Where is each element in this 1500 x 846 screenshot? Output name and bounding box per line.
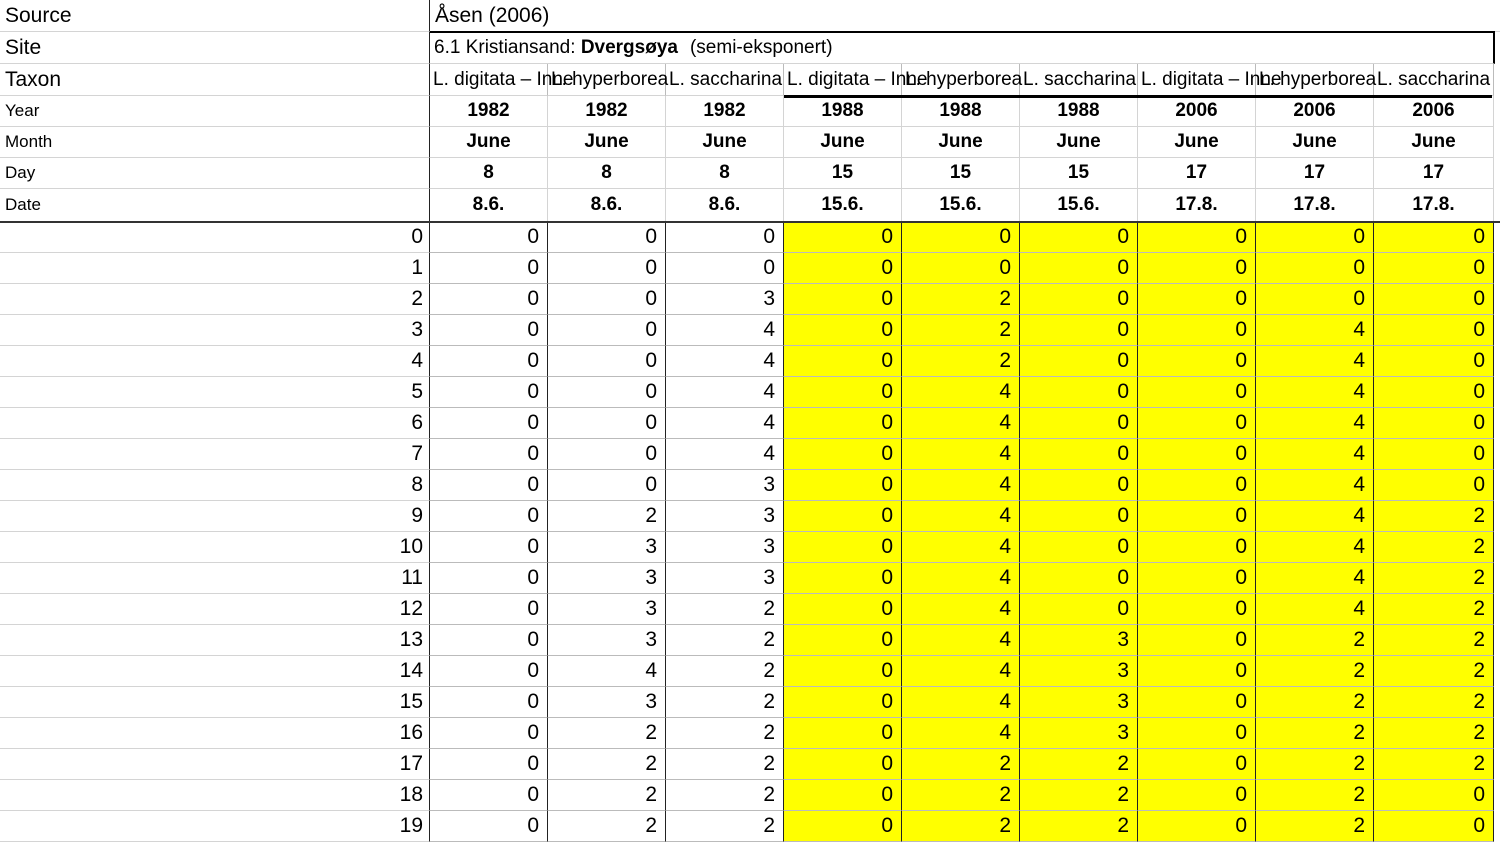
col-8-date-cell[interactable]: 17.8.: [1256, 189, 1374, 222]
table-cell[interactable]: 3: [1020, 687, 1138, 718]
table-cell[interactable]: 0: [548, 377, 666, 408]
table-cell[interactable]: 0: [784, 284, 902, 315]
header-group-underline: [1256, 95, 1492, 98]
col-4-taxon-cell[interactable]: L. digitata – Inne: [784, 64, 902, 96]
table-cell[interactable]: 2: [902, 749, 1020, 780]
col-4-date-cell[interactable]: 15.6.: [784, 189, 902, 222]
table-cell[interactable]: 0: [784, 470, 902, 501]
table-cell[interactable]: 0: [548, 253, 666, 284]
table-cell[interactable]: 0: [1374, 377, 1494, 408]
table-cell[interactable]: 0: [1374, 346, 1494, 377]
table-cell[interactable]: 0: [902, 253, 1020, 284]
col-7-taxon-cell[interactable]: L. digitata – Inne: [1138, 64, 1256, 96]
table-cell[interactable]: 2: [548, 780, 666, 811]
table-cell[interactable]: 3: [666, 470, 784, 501]
col-5-month-cell[interactable]: June: [902, 127, 1020, 158]
site-prefix: 6.1 Kristiansand:: [434, 37, 576, 58]
table-cell[interactable]: 2: [1256, 811, 1374, 842]
table-cell[interactable]: 2: [666, 811, 784, 842]
table-cell[interactable]: 3: [548, 687, 666, 718]
col-1-taxon-cell[interactable]: L. digitata – Inne: [430, 64, 548, 96]
table-cell[interactable]: 4: [1256, 594, 1374, 625]
header-group-underline: [1020, 95, 1256, 98]
table-cell[interactable]: 0: [784, 253, 902, 284]
table-cell[interactable]: 0: [1020, 501, 1138, 532]
table-cell[interactable]: 2: [666, 749, 784, 780]
table-cell[interactable]: 4: [902, 408, 1020, 439]
table-cell[interactable]: 2: [1256, 749, 1374, 780]
table-cell[interactable]: 4: [902, 687, 1020, 718]
table-cell[interactable]: 2: [1374, 625, 1494, 656]
site-note: (semi-eksponert): [689, 37, 833, 58]
table-cell[interactable]: 2: [666, 687, 784, 718]
table-cell[interactable]: 2: [902, 780, 1020, 811]
table-cell[interactable]: 0: [1020, 253, 1138, 284]
depth-label[interactable]: 5: [0, 377, 430, 408]
depth-label[interactable]: 12: [0, 594, 430, 625]
col-6-date-cell[interactable]: 15.6.: [1020, 189, 1138, 222]
col-7-month-cell[interactable]: June: [1138, 127, 1256, 158]
site-value[interactable]: [430, 31, 1495, 64]
table-cell[interactable]: 0: [548, 315, 666, 346]
col-1-month-cell[interactable]: June: [430, 127, 548, 158]
table-cell[interactable]: 0: [548, 284, 666, 315]
table-cell[interactable]: 0: [1138, 222, 1256, 253]
table-cell[interactable]: 0: [1138, 346, 1256, 377]
table-cell[interactable]: 0: [784, 439, 902, 470]
col-1-day-cell[interactable]: 8: [430, 158, 548, 189]
table-cell[interactable]: 4: [666, 377, 784, 408]
table-cell[interactable]: 2: [548, 501, 666, 532]
table-cell[interactable]: 4: [1256, 315, 1374, 346]
col-5-date-cell[interactable]: 15.6.: [902, 189, 1020, 222]
table-cell[interactable]: 4: [1256, 377, 1374, 408]
col-9-taxon-cell[interactable]: L. saccharina: [1374, 64, 1494, 96]
table-cell[interactable]: 3: [1020, 625, 1138, 656]
table-cell[interactable]: 0: [430, 780, 548, 811]
table-cell[interactable]: 2: [1374, 594, 1494, 625]
table-cell[interactable]: 3: [666, 284, 784, 315]
col-3-date-cell[interactable]: 8.6.: [666, 189, 784, 222]
table-cell[interactable]: 0: [430, 470, 548, 501]
depth-label[interactable]: 17: [0, 749, 430, 780]
depth-label[interactable]: 10: [0, 532, 430, 563]
table-cell[interactable]: 0: [548, 439, 666, 470]
col-6-taxon-cell[interactable]: L. saccharina: [1020, 64, 1138, 96]
table-cell[interactable]: 0: [902, 222, 1020, 253]
table-cell[interactable]: 4: [902, 532, 1020, 563]
table-cell[interactable]: 0: [1374, 470, 1494, 501]
table-cell[interactable]: 2: [1256, 780, 1374, 811]
table-cell[interactable]: 0: [784, 687, 902, 718]
table-cell[interactable]: 2: [1256, 656, 1374, 687]
depth-label[interactable]: 19: [0, 811, 430, 842]
table-cell[interactable]: 3: [1020, 656, 1138, 687]
table-cell[interactable]: 4: [902, 377, 1020, 408]
table-cell[interactable]: 0: [1374, 811, 1494, 842]
table-cell[interactable]: 4: [902, 563, 1020, 594]
table-cell[interactable]: 0: [430, 594, 548, 625]
table-cell[interactable]: 0: [430, 687, 548, 718]
col-8-year-cell[interactable]: 2006: [1256, 96, 1374, 127]
table-cell[interactable]: 0: [1374, 780, 1494, 811]
table-cell[interactable]: 0: [784, 594, 902, 625]
table-cell[interactable]: 0: [1138, 687, 1256, 718]
table-cell[interactable]: 0: [1374, 284, 1494, 315]
date-label[interactable]: Date: [0, 189, 430, 222]
table-cell[interactable]: 4: [1256, 346, 1374, 377]
depth-label[interactable]: 4: [0, 346, 430, 377]
day-label[interactable]: Day: [0, 158, 430, 189]
table-cell[interactable]: 0: [430, 563, 548, 594]
table-cell[interactable]: 0: [1020, 594, 1138, 625]
table-cell[interactable]: 0: [430, 811, 548, 842]
table-cell[interactable]: 0: [784, 346, 902, 377]
table-cell[interactable]: 3: [666, 501, 784, 532]
table-cell[interactable]: 0: [784, 315, 902, 346]
col-9-year-cell[interactable]: 2006: [1374, 96, 1494, 127]
table-cell[interactable]: 2: [902, 811, 1020, 842]
table-cell[interactable]: 3: [666, 532, 784, 563]
depth-label[interactable]: 11: [0, 563, 430, 594]
table-cell[interactable]: 0: [1020, 346, 1138, 377]
table-cell[interactable]: 0: [1138, 780, 1256, 811]
table-cell[interactable]: 3: [548, 532, 666, 563]
table-cell[interactable]: 2: [666, 625, 784, 656]
table-cell[interactable]: 0: [548, 408, 666, 439]
source-value[interactable]: Åsen (2006): [430, 0, 1500, 32]
table-cell[interactable]: 4: [666, 408, 784, 439]
table-cell[interactable]: 4: [666, 346, 784, 377]
col-4-day-cell[interactable]: 15: [784, 158, 902, 189]
table-cell[interactable]: 0: [1138, 470, 1256, 501]
table-cell[interactable]: 0: [548, 470, 666, 501]
table-cell[interactable]: 0: [1138, 718, 1256, 749]
table-cell[interactable]: 0: [1020, 284, 1138, 315]
table-cell[interactable]: 0: [1138, 315, 1256, 346]
depth-label[interactable]: 18: [0, 780, 430, 811]
table-cell[interactable]: 0: [430, 749, 548, 780]
col-2-month-cell[interactable]: June: [548, 127, 666, 158]
table-cell[interactable]: 0: [784, 749, 902, 780]
table-cell[interactable]: 2: [1256, 687, 1374, 718]
table-cell[interactable]: 0: [784, 625, 902, 656]
table-cell[interactable]: 4: [1256, 439, 1374, 470]
col-8-taxon-cell[interactable]: L. hyperborea: [1256, 64, 1374, 96]
table-cell[interactable]: 2: [548, 718, 666, 749]
col-7-day-cell[interactable]: 17: [1138, 158, 1256, 189]
table-cell[interactable]: 0: [1138, 749, 1256, 780]
table-cell[interactable]: 4: [902, 718, 1020, 749]
table-cell[interactable]: 0: [784, 563, 902, 594]
table-cell[interactable]: 2: [1374, 563, 1494, 594]
table-cell[interactable]: 2: [1374, 718, 1494, 749]
table-cell[interactable]: 2: [902, 346, 1020, 377]
table-cell[interactable]: 0: [430, 253, 548, 284]
table-cell[interactable]: 0: [1020, 315, 1138, 346]
depth-label[interactable]: 0: [0, 222, 430, 253]
col-5-day-cell[interactable]: 15: [902, 158, 1020, 189]
table-cell[interactable]: 0: [1138, 563, 1256, 594]
cut-off-cell-glyph: [1494, 0, 1500, 32]
table-cell[interactable]: 2: [666, 594, 784, 625]
table-cell[interactable]: 2: [1374, 749, 1494, 780]
table-cell[interactable]: 0: [548, 346, 666, 377]
col-1-date-cell[interactable]: 8.6.: [430, 189, 548, 222]
table-cell[interactable]: 0: [666, 222, 784, 253]
table-cell[interactable]: 0: [1138, 377, 1256, 408]
col-3-month-cell[interactable]: June: [666, 127, 784, 158]
table-cell[interactable]: 0: [784, 656, 902, 687]
col-5-year-cell[interactable]: 1988: [902, 96, 1020, 127]
table-cell[interactable]: 0: [430, 315, 548, 346]
table-cell[interactable]: 0: [1138, 594, 1256, 625]
table-cell[interactable]: 3: [1020, 718, 1138, 749]
table-cell[interactable]: 0: [1374, 315, 1494, 346]
year-label[interactable]: Year: [0, 96, 430, 127]
table-cell[interactable]: 0: [430, 222, 548, 253]
depth-label[interactable]: 2: [0, 284, 430, 315]
table-cell[interactable]: 0: [430, 439, 548, 470]
table-cell[interactable]: 0: [1374, 408, 1494, 439]
depth-label[interactable]: 13: [0, 625, 430, 656]
table-cell[interactable]: 3: [548, 594, 666, 625]
table-cell[interactable]: 4: [902, 501, 1020, 532]
table-cell[interactable]: 2: [1374, 501, 1494, 532]
table-cell[interactable]: 0: [1138, 501, 1256, 532]
table-cell[interactable]: 0: [1020, 563, 1138, 594]
table-cell[interactable]: 0: [1138, 532, 1256, 563]
site-place: Dvergsøya: [580, 37, 678, 58]
header-separator: [0, 221, 1500, 223]
table-cell[interactable]: 4: [902, 470, 1020, 501]
table-cell[interactable]: 4: [902, 656, 1020, 687]
col-6-day-cell[interactable]: 15: [1020, 158, 1138, 189]
table-cell[interactable]: 2: [902, 284, 1020, 315]
table-cell[interactable]: 0: [1374, 253, 1494, 284]
table-cell[interactable]: 3: [548, 563, 666, 594]
col-3-year-cell[interactable]: 1982: [666, 96, 784, 127]
table-cell[interactable]: 0: [1020, 377, 1138, 408]
table-cell[interactable]: 0: [1138, 625, 1256, 656]
depth-label[interactable]: 9: [0, 501, 430, 532]
table-cell[interactable]: 0: [1256, 222, 1374, 253]
table-cell[interactable]: 0: [784, 501, 902, 532]
table-cell[interactable]: 2: [902, 315, 1020, 346]
table-cell[interactable]: 0: [666, 253, 784, 284]
table-cell[interactable]: 2: [1020, 749, 1138, 780]
table-cell[interactable]: 0: [430, 532, 548, 563]
table-cell[interactable]: 4: [548, 656, 666, 687]
col-5-taxon-cell[interactable]: L. hyperborea: [902, 64, 1020, 96]
col-6-month-cell[interactable]: June: [1020, 127, 1138, 158]
table-cell[interactable]: 0: [784, 222, 902, 253]
table-cell[interactable]: 2: [1374, 687, 1494, 718]
table-cell[interactable]: 0: [430, 346, 548, 377]
table-cell[interactable]: 0: [784, 532, 902, 563]
col-3-day-cell[interactable]: 8: [666, 158, 784, 189]
depth-label[interactable]: 7: [0, 439, 430, 470]
table-cell[interactable]: 0: [1138, 284, 1256, 315]
col-2-date-cell[interactable]: 8.6.: [548, 189, 666, 222]
source-label[interactable]: Source: [0, 0, 430, 32]
table-cell[interactable]: 2: [1020, 780, 1138, 811]
table-cell[interactable]: 0: [430, 625, 548, 656]
table-cell[interactable]: 2: [666, 780, 784, 811]
col-9-day-cell[interactable]: 17: [1374, 158, 1494, 189]
site-label[interactable]: Site: [0, 32, 430, 64]
table-cell[interactable]: 0: [784, 718, 902, 749]
depth-label[interactable]: 6: [0, 408, 430, 439]
table-cell[interactable]: 2: [1256, 625, 1374, 656]
table-cell[interactable]: 0: [1138, 811, 1256, 842]
table-cell[interactable]: 0: [1374, 222, 1494, 253]
depth-label[interactable]: 15: [0, 687, 430, 718]
taxon-label[interactable]: Taxon: [0, 64, 430, 96]
col-2-taxon-cell[interactable]: L. hyperborea: [548, 64, 666, 96]
col-2-day-cell[interactable]: 8: [548, 158, 666, 189]
table-cell[interactable]: 4: [666, 439, 784, 470]
table-cell[interactable]: 0: [784, 377, 902, 408]
depth-label[interactable]: 14: [0, 656, 430, 687]
table-cell[interactable]: 4: [902, 625, 1020, 656]
table-cell[interactable]: 0: [1256, 284, 1374, 315]
table-cell[interactable]: 0: [1256, 253, 1374, 284]
table-cell[interactable]: 0: [1020, 408, 1138, 439]
table-cell[interactable]: 0: [1374, 439, 1494, 470]
col-7-date-cell[interactable]: 17.8.: [1138, 189, 1256, 222]
table-cell[interactable]: 0: [1138, 408, 1256, 439]
table-cell[interactable]: 4: [666, 315, 784, 346]
table-cell[interactable]: 4: [902, 594, 1020, 625]
table-cell[interactable]: 0: [1020, 222, 1138, 253]
table-cell[interactable]: 0: [1138, 253, 1256, 284]
table-cell[interactable]: 0: [430, 718, 548, 749]
table-cell[interactable]: 0: [1020, 532, 1138, 563]
table-cell[interactable]: 3: [548, 625, 666, 656]
table-cell[interactable]: 4: [1256, 532, 1374, 563]
depth-label[interactable]: 16: [0, 718, 430, 749]
depth-label[interactable]: 3: [0, 315, 430, 346]
table-cell[interactable]: 0: [1020, 439, 1138, 470]
table-cell[interactable]: 0: [1138, 656, 1256, 687]
table-cell[interactable]: 0: [784, 408, 902, 439]
table-cell[interactable]: 0: [1020, 470, 1138, 501]
col-8-day-cell[interactable]: 17: [1256, 158, 1374, 189]
table-cell[interactable]: 2: [1374, 532, 1494, 563]
table-cell[interactable]: 0: [548, 222, 666, 253]
table-cell[interactable]: 4: [1256, 470, 1374, 501]
table-cell[interactable]: 0: [430, 501, 548, 532]
table-cell[interactable]: 2: [1256, 718, 1374, 749]
table-cell[interactable]: 2: [548, 811, 666, 842]
table-cell[interactable]: 2: [666, 656, 784, 687]
table-cell[interactable]: 0: [784, 780, 902, 811]
table-cell[interactable]: 0: [430, 377, 548, 408]
col-6-year-cell[interactable]: 1988: [1020, 96, 1138, 127]
table-cell[interactable]: 0: [784, 811, 902, 842]
table-cell[interactable]: 2: [548, 749, 666, 780]
col-1-year-cell[interactable]: 1982: [430, 96, 548, 127]
col-4-month-cell[interactable]: June: [784, 127, 902, 158]
col-2-year-cell[interactable]: 1982: [548, 96, 666, 127]
table-cell[interactable]: 0: [430, 408, 548, 439]
table-cell[interactable]: 4: [1256, 408, 1374, 439]
col-3-taxon-cell[interactable]: L. saccharina: [666, 64, 784, 96]
table-cell[interactable]: 3: [666, 563, 784, 594]
table-cell[interactable]: 0: [430, 284, 548, 315]
table-cell[interactable]: 2: [1020, 811, 1138, 842]
col-9-date-cell[interactable]: 17.8.: [1374, 189, 1494, 222]
header-group-underline: [784, 95, 1020, 98]
table-cell[interactable]: 4: [902, 439, 1020, 470]
table-cell[interactable]: 4: [1256, 501, 1374, 532]
table-cell[interactable]: 0: [430, 656, 548, 687]
depth-label[interactable]: 1: [0, 253, 430, 284]
col-7-year-cell[interactable]: 2006: [1138, 96, 1256, 127]
col-8-month-cell[interactable]: June: [1256, 127, 1374, 158]
table-cell[interactable]: 2: [666, 718, 784, 749]
table-cell[interactable]: 0: [1138, 439, 1256, 470]
table-cell[interactable]: 2: [1374, 656, 1494, 687]
table-cell[interactable]: 4: [1256, 563, 1374, 594]
depth-label[interactable]: 8: [0, 470, 430, 501]
month-label[interactable]: Month: [0, 127, 430, 158]
col-9-month-cell[interactable]: June: [1374, 127, 1494, 158]
col-4-year-cell[interactable]: 1988: [784, 96, 902, 127]
